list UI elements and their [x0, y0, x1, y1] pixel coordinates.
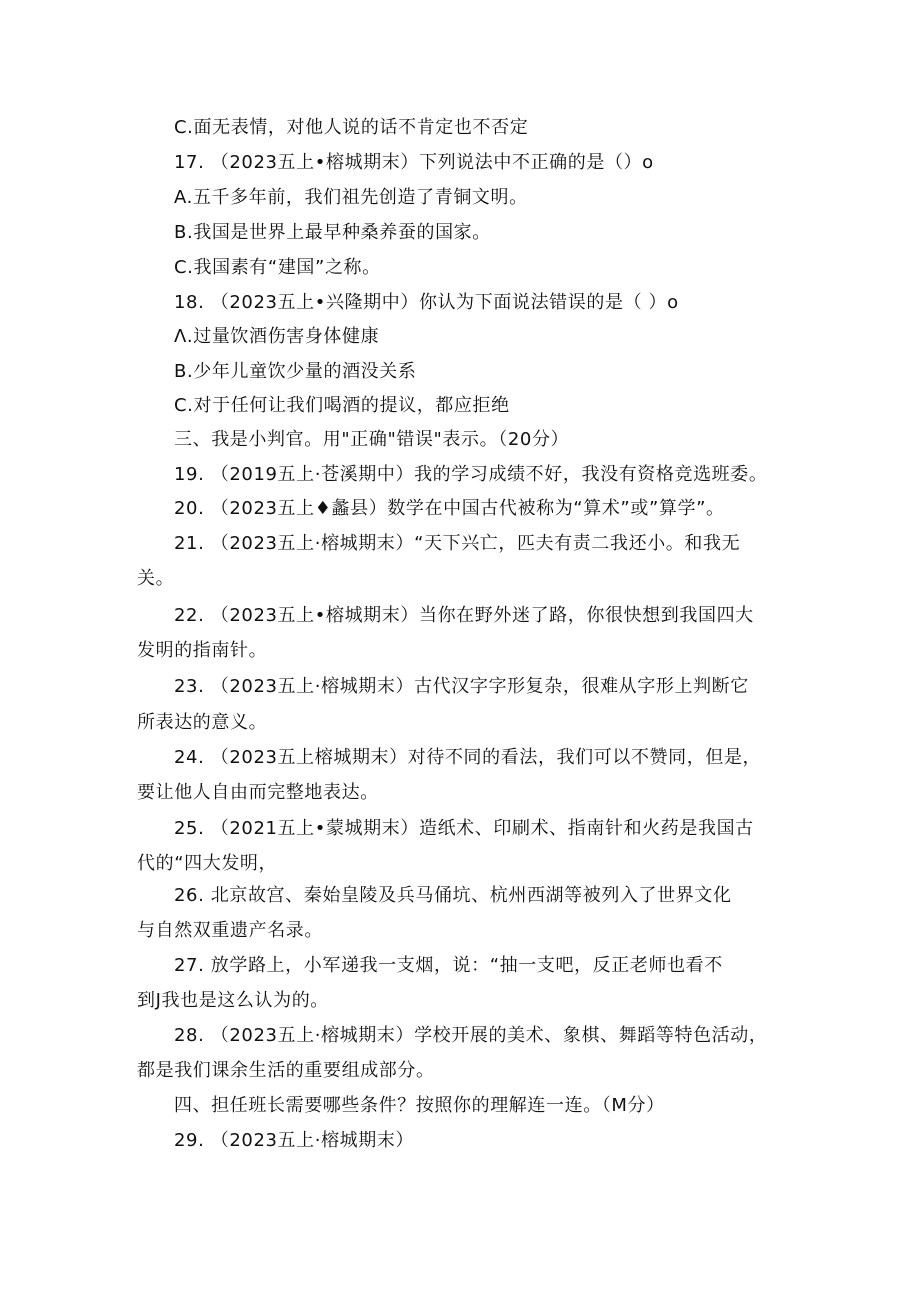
q17-option-a: A.五千多年前，我们祖先创造了青铜文明。 — [174, 187, 528, 208]
q17-option-b: B.我国是世界上最早种桑养蚕的国家。 — [174, 222, 491, 243]
q28-line-2: 都是我们课余生活的重要组成部分。 — [137, 1060, 435, 1081]
q24-line-1: 24. （2023五上榕城期末）对待不同的看法，我们可以不赞同，但是， — [174, 747, 762, 768]
q22-line-2: 发明的指南针。 — [137, 640, 268, 661]
q18-option-c: C.对于任何让我们喝酒的提议，都应拒绝 — [174, 395, 510, 416]
q26-line-1: 26. 北京故宫、秦始皇陵及兵马俑坑、杭州西湖等被列入了世界文化 — [174, 885, 732, 906]
q19-line: 19. （2019五上·苍溪期中）我的学习成绩不好，我没有资格竞选班委。 — [174, 464, 768, 485]
section-4-heading: 四、担任班长需要哪些条件？按照你的理解连一连。（M分） — [174, 1095, 665, 1116]
q26-line-2: 与自然双重遗产名录。 — [137, 920, 323, 941]
q24-line-2: 要让他人自由而完整地表达。 — [137, 782, 379, 803]
q28-line-1: 28. （2023五上·榕城期末）学校开展的美术、象棋、舞蹈等特色活动， — [174, 1025, 768, 1046]
q21-line-2: 关。 — [137, 568, 175, 589]
q27-line-2: 到J我也是这么认为的。 — [137, 990, 329, 1011]
q16-option-c: C.面无表情，对他人说的话不肯定也不否定 — [174, 117, 529, 138]
section-3-heading: 三、我是小判官。用"正确"错误"表示。（20分） — [174, 429, 570, 450]
q23-line-1: 23. （2023五上·榕城期末）古代汉字字形复杂，很难从字形上判断它 — [174, 676, 749, 697]
q18-option-b: B.少年儿童饮少量的酒没关系 — [174, 361, 417, 382]
q17-option-c: C.我国素有“建国”之称。 — [174, 257, 381, 278]
q18-option-a: Λ.过量饮酒伤害身体健康 — [174, 326, 380, 347]
q22-line-1: 22. （2023五上•榕城期末）当你在野外迷了路，你很快想到我国四大 — [174, 605, 754, 626]
q18-stem: 18. （2023五上•兴隆期中）你认为下面说法错误的是（ ）o — [174, 292, 679, 313]
q27-line-1: 27. 放学路上，小军递我一支烟，说：“抽一支吧，反正老师也看不 — [174, 955, 723, 976]
q25-line-1: 25. （2021五上•蒙城期末）造纸术、印刷术、指南针和火药是我国古 — [174, 818, 754, 839]
q21-line-1: 21. （2023五上·榕城期末）“天下兴亡，匹夫有责二我还小。和我无 — [174, 533, 741, 554]
q17-stem: 17. （2023五上•榕城期末）下列说法中不正确的是（）o — [174, 152, 654, 173]
q29-line: 29. （2023五上·榕城期末） — [174, 1130, 415, 1151]
q23-line-2: 所表达的意义。 — [137, 712, 268, 733]
q20-line: 20. （2023五上♦蠡县）数学在中国古代被称为“算术”或”算学”。 — [174, 498, 725, 519]
q25-line-2: 代的“四大发明， — [137, 853, 278, 874]
